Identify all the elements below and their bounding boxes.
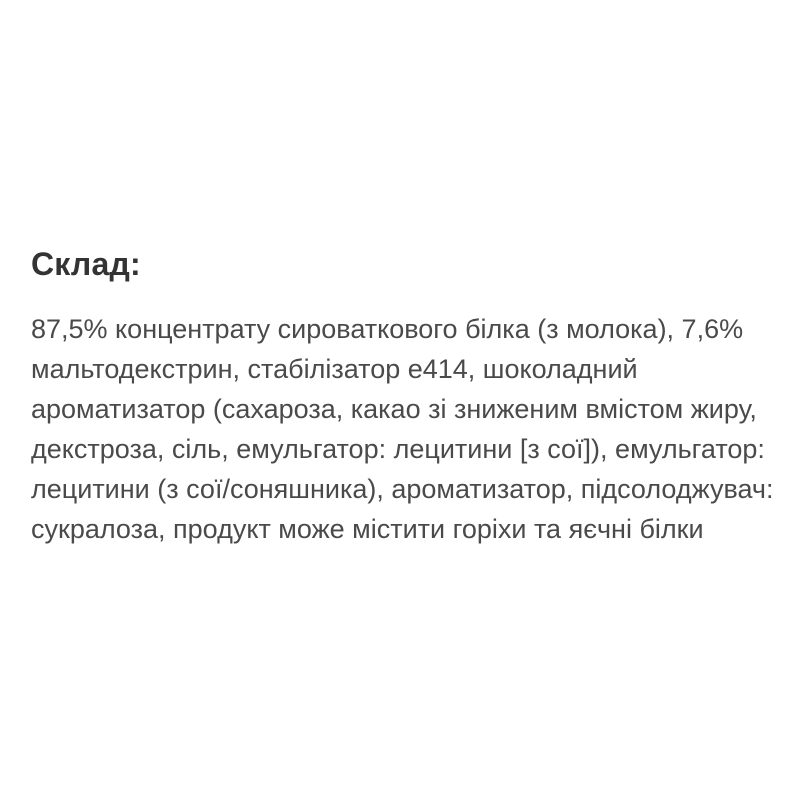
ingredients-line: 87,5% концентрату сироваткового білка (з молока), 7,6% (31, 314, 744, 344)
ingredients-line: лецитини (з сої/соняшника), ароматизатор, підсолоджувач: (31, 474, 774, 504)
ingredients-line: ароматизатор (сахароза, какао зі зниженим вмістом жиру, (31, 394, 757, 424)
ingredients-line: декстроза, сіль, емульгатор: лецитини [з сої]), емульгатор: (31, 434, 765, 464)
ingredients-paragraph (31, 309, 783, 549)
ingredients-line: мальтодекстрин, стабілізатор е414, шоколадний (31, 354, 638, 384)
ingredients-heading: Склад: (31, 246, 141, 282)
ingredients-line: сукралоза, продукт може містити горіхи та яєчні білки (31, 514, 704, 544)
ingredients-section (31, 244, 783, 549)
